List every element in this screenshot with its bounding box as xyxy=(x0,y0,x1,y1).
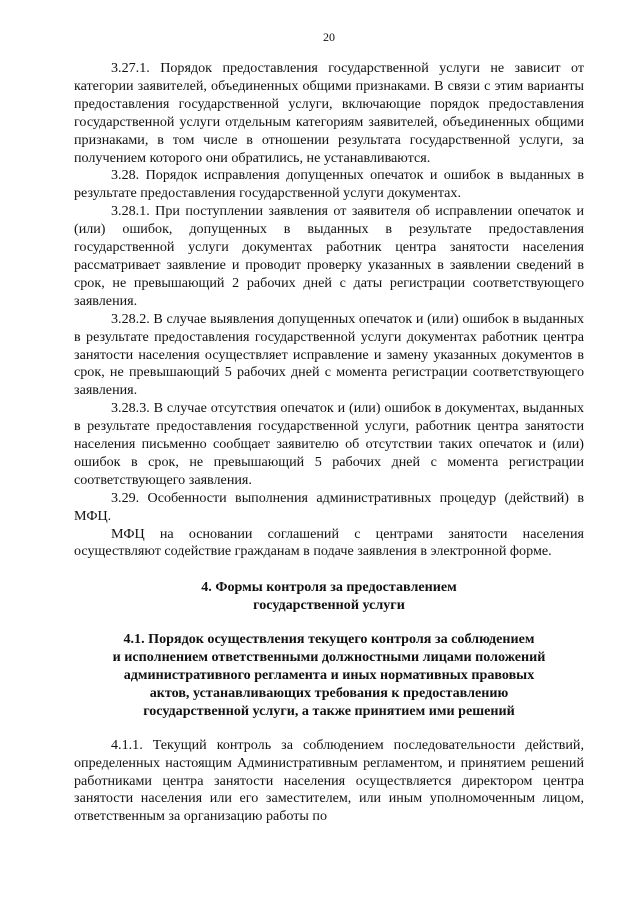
paragraph-3-28-3: 3.28.3. В случае отсутствия опечаток и (или) ошибок в документах, выданных в результате предоставления государственной услуги, работник центра занятости населения письменно сообщает заявителю об отсутствии таких опечаток и (или) ошибок в срок, не превышающий 5 рабочих дней с момента регистрации соответствующего заявления. xyxy=(74,400,584,488)
paragraph-3-28: 3.28. Порядок исправления допущенных опечаток и ошибок в выданных в результате предоставления государственной услуги документах. xyxy=(74,167,584,202)
subsection-heading-line: актов, устанавливающих требования к предоставлению xyxy=(149,684,509,701)
paragraph-mfc: МФЦ на основании соглашений с центрами занятости населения осуществляют содействие гражданам в подаче заявления в электронной форме. xyxy=(74,525,584,560)
section-heading-line: государственной услуги xyxy=(253,597,405,614)
section-heading-line: 4. Формы контроля за предоставлением xyxy=(201,579,457,596)
paragraph-3-28-2: 3.28.2. В случае выявления допущенных опечаток и (или) ошибок в выданных в результате предоставления государственной услуги документах работник центра занятости населения осуществляет исправление и замену указанных документов в срок, не превышающий 5 рабочих дней с момента регистрации соответствующего заявления. xyxy=(74,310,584,399)
paragraph-3-29: 3.29. Особенности выполнения административных процедур (действий) в МФЦ. xyxy=(74,489,584,524)
subsection-heading-line: административного регламента и иных нормативных правовых xyxy=(123,667,535,683)
paragraph-3-27-1: 3.27.1. Порядок предоставления государственной услуги не зависит от категории заявителей, объединенных общими признаками. В связи с этим варианты предоставления государственной услуги, включающие порядок предоставления государственной услуги отдельным категориям заявителей, объединенных общими признаками, в том числе в отношении результата государственной услуги, за получением которого они обратились, не устанавливаются. xyxy=(74,60,584,166)
subsection-heading xyxy=(74,631,584,721)
paragraph-4-1-1: 4.1.1. Текущий контроль за соблюдением последовательности действий, определенных настоящим Административным регламентом, и принятием решений работниками центра занятости населения осуществляется директором центра занятости населения или его заместителем, или иным уполномоченным лицом, ответственным за организацию работы по xyxy=(74,736,584,825)
section-heading xyxy=(74,579,584,615)
paragraph-3-28-1: 3.28.1. При поступлении заявления от заявителя об исправлении опечаток и (или) ошибок, допущенных в выданных в результате предоставления государственной услуги документах работник центра занятости населения рассматривает заявление и проводит проверку указанных в заявлении сведений в срок, не превышающий 2 рабочих дней с даты регистрации соответствующего заявления. xyxy=(74,203,584,309)
page-number: 20 xyxy=(323,30,335,44)
subsection-heading-line: и исполнением ответственными должностными лицами положений xyxy=(112,649,546,666)
subsection-heading-line: государственной услуги, а также принятием ими решений xyxy=(143,702,515,719)
subsection-heading-line: 4.1. Порядок осуществления текущего контроля за соблюдением xyxy=(123,631,535,648)
